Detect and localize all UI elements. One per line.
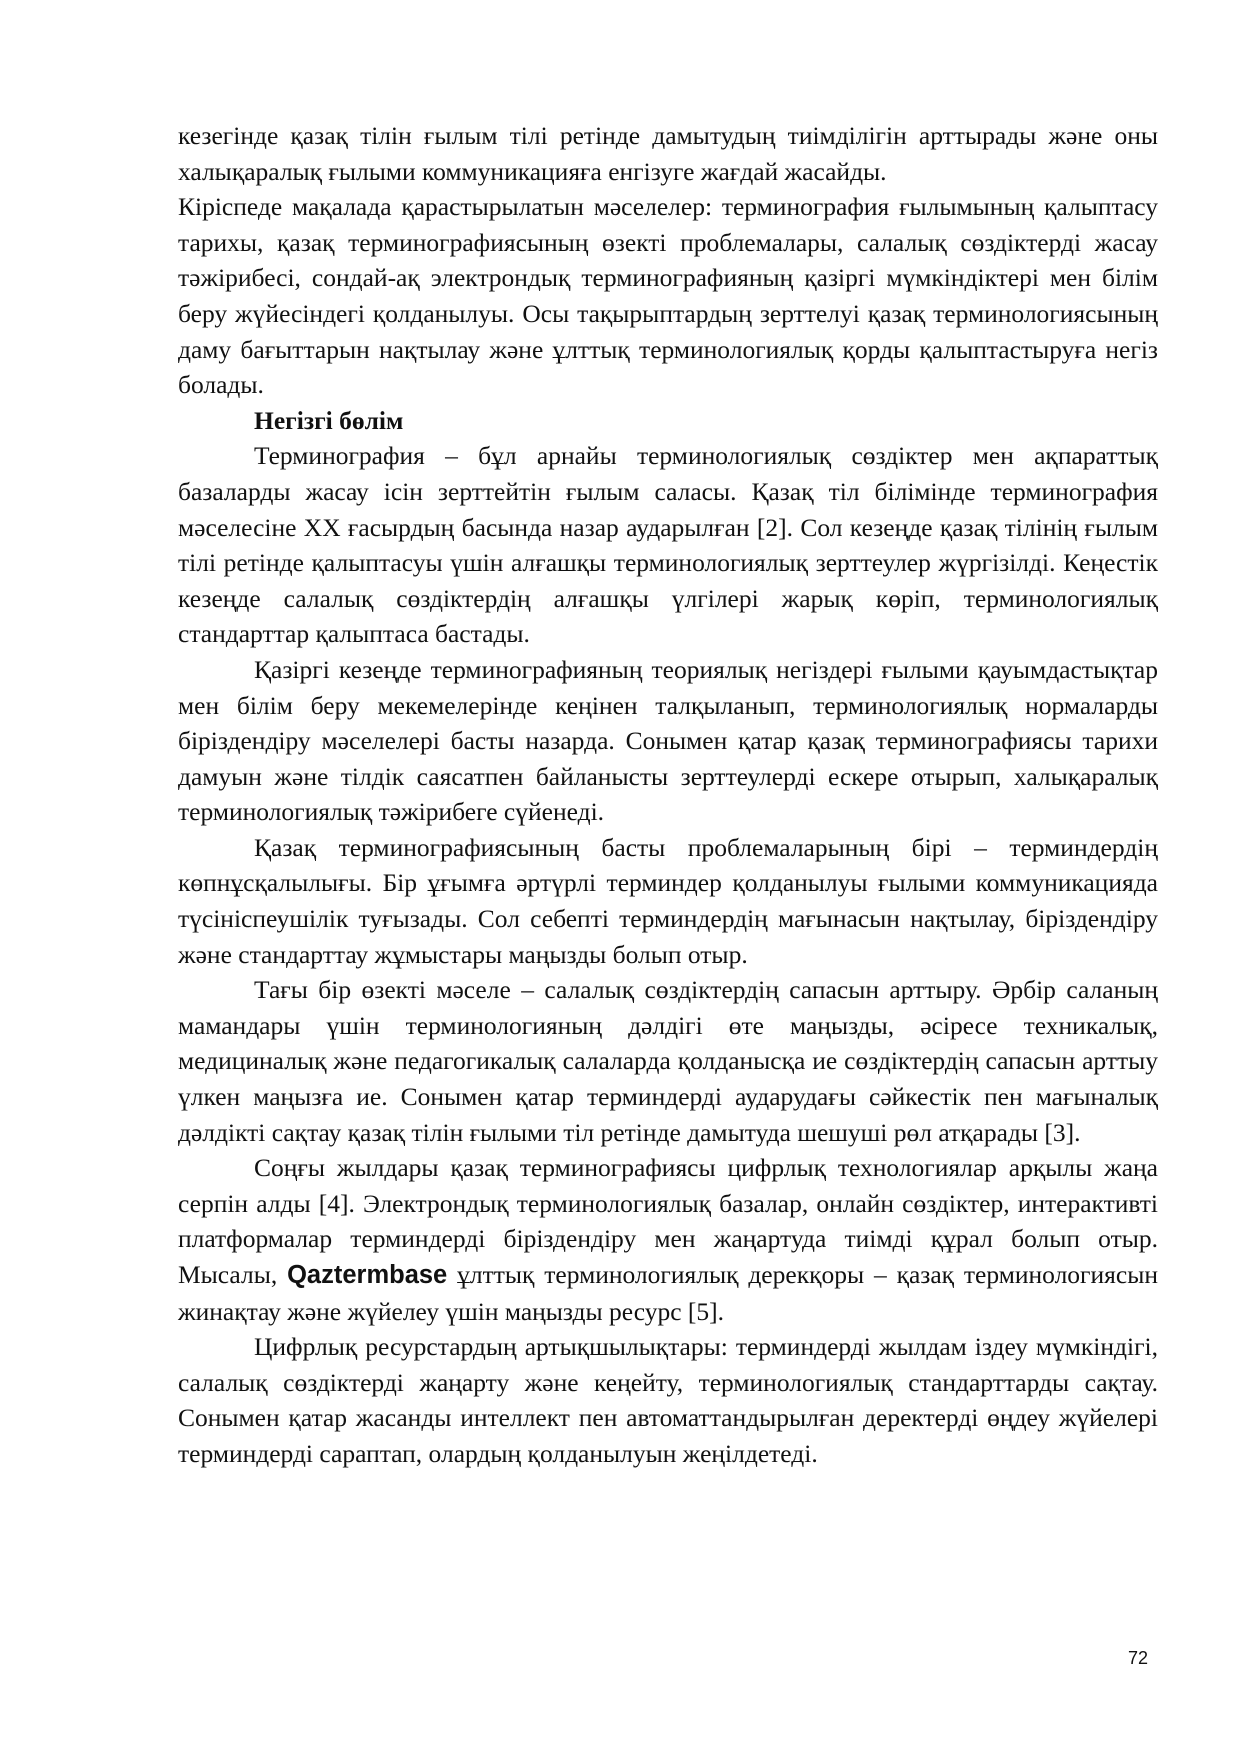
- page-number: 72: [1128, 1648, 1149, 1668]
- paragraph-current-stage: Қазіргі кезеңде терминографияның теориялық негіздері ғылыми қауымдастықтар мен білім беру мекемелерінде кеңінен талқыланып, терминологиялық нормаларды біріздендіру мәселелері басты назарда. Сонымен қатар қазақ терминографиясы тарихи дамуын және тілдік саясатпен байланысты зерттеулерді ескере отырып, халықаралық терминологиялық тәжірибеге сүйенеді.: [178, 654, 1158, 827]
- document-body: [178, 118, 1158, 1472]
- paragraph-main-problems: Қазақ терминографиясының басты проблемаларының бірі – терминдердің көпнұсқалылығы. Бір ұғымға әртүрлі терминдер қолданылуы ғылыми коммуникацияда түсініспеушілік туғызады. Сол себепті терминдердің мағынасын нақтылау, біріздендіру және стандарттау жұмыстары маңызды болып отыр.: [178, 832, 1158, 969]
- paragraph-dictionary-quality: Тағы бір өзекті мәселе – салалық сөздіктердің сапасын арттыру. Әрбір саланың мамандары үшін терминологияның дәлдігі өте маңызды, әсіресе техникалық, медициналық және педагогикалық салаларда қолданысқа ие сөздіктердің сапасын арттыу үлкен маңызға ие. Сонымен қатар терминдерді аударудағы сәйкестік пен мағыналық дәлдікті сақтау қазақ тілін ғылыми тіл ретінде дамытуда шешуші рөл атқарады [3].: [178, 975, 1158, 1147]
- paragraph-digital-resources-advantages: Цифрлық ресурстардың артықшылықтары: терминдерді жылдам іздеу мүмкіндігі, салалық сөздіктерді жаңарту және кеңейту, терминологиялық стандарттарды сақтау. Сонымен қатар жасанды интеллект пен автоматтандырылған деректерді өңдеу жүйелері терминдерді сараптап, олардың қолданылуын жеңілдетеді.: [178, 1332, 1158, 1468]
- paragraph-digital-technologies-text-end: ұлттық терминологиялық дерекқоры – қазақ терминологиясын жинақтау және жүйелеу үшін маңызды ресурс [5].: [178, 1260, 1158, 1326]
- section-heading: Негізгі бөлім: [254, 405, 404, 435]
- paragraph-digital-technologies: [178, 1150, 1158, 1329]
- paragraph-introduction-summary: Кіріспеде мақалада қарастырылатын мәселелер: терминография ғылымының қалыптасу тарихы, қазақ терминографиясының өзекті проблемалары, салалық сөздіктерді жасау тәжірибесі, сондай-ақ электрондық терминографияның қазіргі мүмкіндіктері мен білім беру жүйесіндегі қолданылуы. Осы тақырыптардың зерттелуі қазақ терминологиясының даму бағыттарын нақтылау және ұлттық терминологиялық қорды қалыптастыруға негіз болады.: [178, 192, 1158, 400]
- paragraph-continuation: кезегінде қазақ тілін ғылым тілі ретінде дамытудың тиімділігін арттырады және оны халықаралық ғылыми коммуникацияға енгізуге жағдай жасайды.: [178, 121, 1158, 186]
- paragraph-terminography-definition: Терминография – бұл арнайы терминологиялық сөздіктер мен ақпараттық базаларды жасау ісін зерттейтін ғылым саласы. Қазақ тіл білімінде терминография мәселесіне ХХ ғасырдың басында назар аударылған [2]. Сол кезеңде қазақ тілінің ғылым тілі ретінде қалыптасуы үшін алғашқы терминологиялық зерттеулер жүргізілді. Кеңестік кезеңде салалық сөздіктердің алғашқы үлгілері жарық көріп, терминологиялық стандарттар қалыптаса бастады.: [178, 441, 1158, 649]
- qaztermbase-name: Qaztermbase: [287, 1261, 448, 1289]
- paragraph-digital-technologies-text-start: Соңғы жылдары қазақ терминографиясы цифрлық технологиялар арқылы жаңа серпін алды [4]. Электрондық терминологиялық базалар, онлайн сөздіктер, интерактивті платформалар терминдерді біріздендіру мен жаңартуда тиімді құрал болып отыр. Мысалы,: [178, 1153, 1158, 1289]
